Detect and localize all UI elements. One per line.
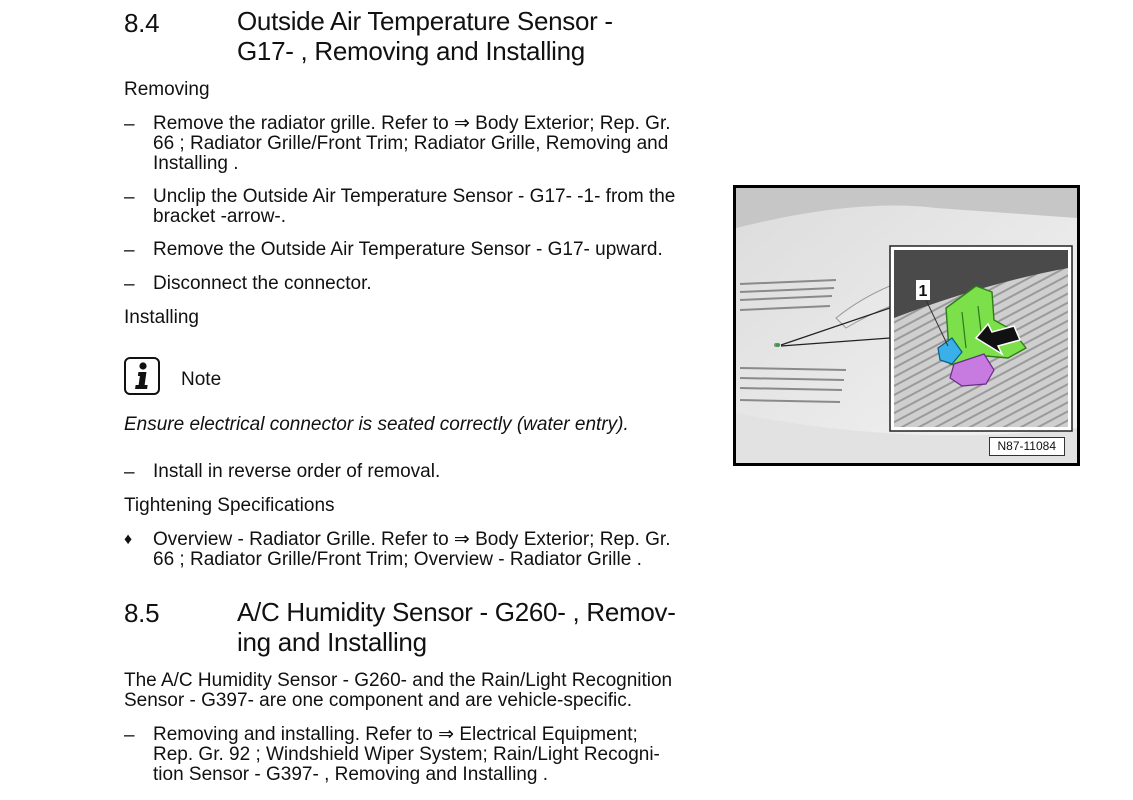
section-85-title (237, 597, 676, 657)
text-line: tion Sensor - G397- , Removing and Installing . (153, 764, 548, 785)
dash-bullet: – (124, 725, 135, 746)
text-line: 66 ; Radiator Grille/Front Trim; Radiator Grille, Removing and (153, 133, 669, 154)
section-85-intro (124, 671, 672, 711)
section-85-title-line1: A/C Humidity Sensor - G260- , Remov- (237, 597, 676, 627)
note-text: Ensure electrical connector is seated correctly (water entry). (124, 414, 629, 435)
diamond-bullet: ♦ (124, 531, 133, 548)
text-line: Disconnect the connector. (153, 273, 372, 294)
text-line: The A/C Humidity Sensor - G260- and the Rain/Light Recognition (124, 670, 673, 691)
text-line: Installing . (153, 153, 239, 174)
section-85-title-line2: ing and Installing (237, 627, 427, 657)
installing-heading: Installing (124, 307, 199, 328)
section-84-number: 8.4 (124, 8, 160, 38)
removing-heading: Removing (124, 79, 210, 100)
text-line: bracket -arrow-. (153, 206, 287, 227)
dash-bullet: – (124, 274, 135, 295)
text-line: Rep. Gr. 92 ; Windshield Wiper System; Rain/Light Recogni- (153, 744, 660, 765)
step-disconnect-connector (153, 274, 372, 294)
dash-bullet: – (124, 462, 135, 483)
dash-bullet: – (124, 240, 135, 261)
figure-illustration (736, 188, 1077, 463)
section-84-title-line1: Outside Air Temperature Sensor - (237, 6, 613, 36)
figure-code: N87-11084 (989, 437, 1066, 456)
sensor-location-figure (733, 185, 1080, 466)
step-install-reverse: Install in reverse order of removal. (153, 461, 441, 482)
sensor-location-marker (776, 343, 780, 347)
callout-label: 1 (918, 283, 928, 300)
step-remove-sensor (153, 240, 663, 260)
dash-bullet: – (124, 114, 135, 135)
info-note-icon (124, 357, 160, 395)
step-unclip-sensor (153, 187, 675, 227)
section-84-title (237, 6, 613, 66)
text-line: Remove the radiator grille. Refer to ⇒ Body Exterior; Rep. Gr. (153, 113, 671, 134)
section-84-title-line2: G17- , Removing and Installing (237, 36, 585, 66)
text-line: Remove the Outside Air Temperature Sensor - G17- upward. (153, 239, 663, 260)
step-humidity-sensor (153, 725, 660, 785)
tightening-heading: Tightening Specifications (124, 495, 335, 516)
text-line: Unclip the Outside Air Temperature Sensor - G17- -1- from the (153, 186, 676, 207)
step-remove-grille (153, 114, 671, 174)
dash-bullet: – (124, 187, 135, 208)
text-line: 66 ; Radiator Grille/Front Trim; Overview - Radiator Grille . (153, 549, 642, 570)
section-85-number: 8.5 (124, 598, 160, 628)
spec-overview (153, 530, 670, 570)
text-line: Sensor - G397- are one component and are vehicle-specific. (124, 690, 632, 711)
text-line: Removing and installing. Refer to ⇒ Electrical Equipment; (153, 724, 638, 745)
text-line: Overview - Radiator Grille. Refer to ⇒ Body Exterior; Rep. Gr. (153, 529, 671, 550)
note-label: Note (181, 369, 222, 390)
